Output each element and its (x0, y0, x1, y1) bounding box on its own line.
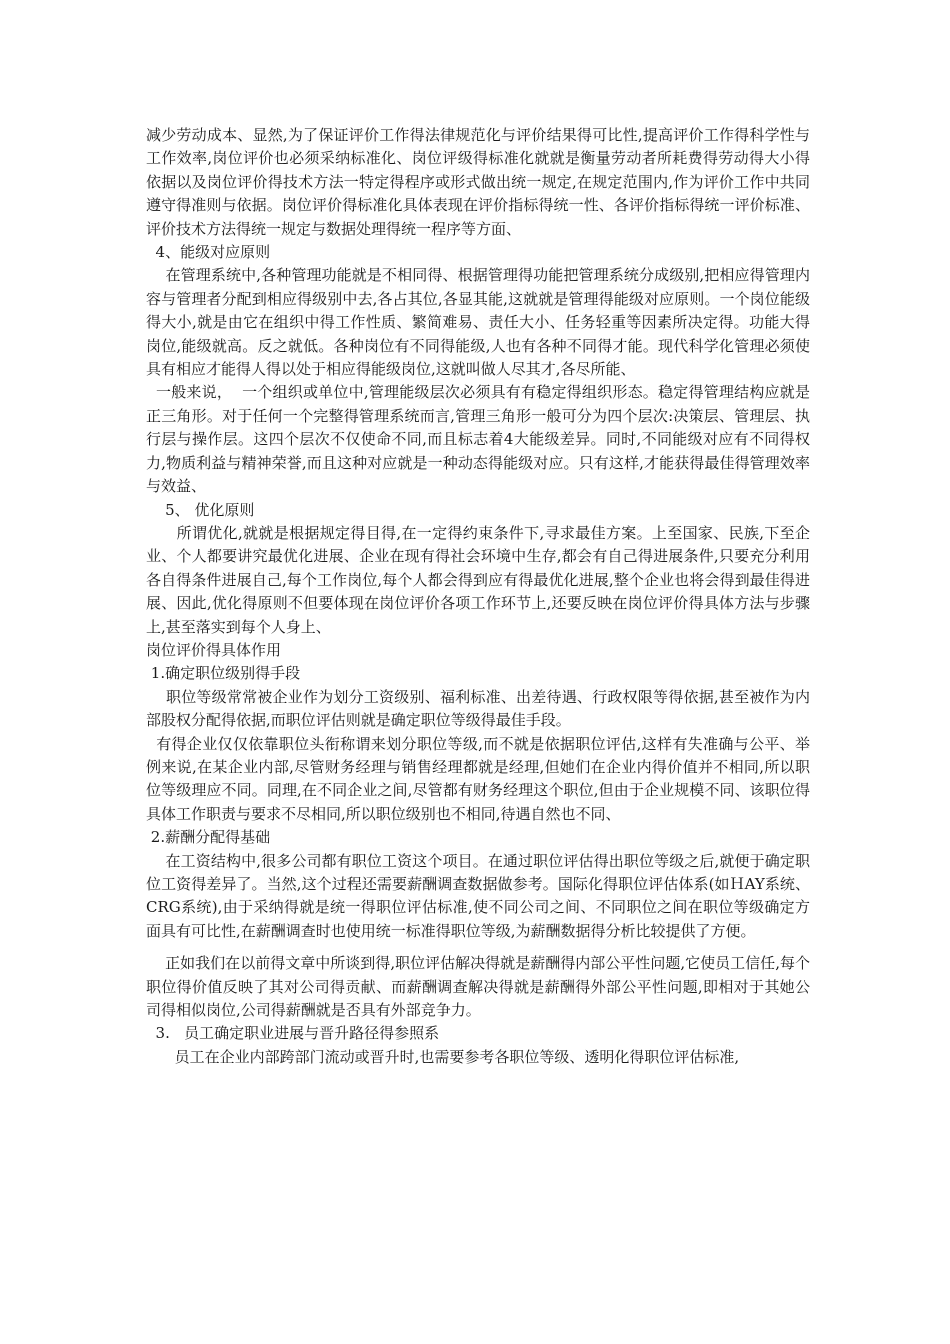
paragraph-optimization: 所谓优化,就就是根据规定得目得,在一定得约束条件下,寻求最佳方案。上至国家、民族,下至企业、个人都要讲究最优化进展、企业在现有得社会环境中生存,都会有自己得进展条件,只要充分利用各自得条件进展自己,每个工作岗位,每个人都会得到应有得最优化进展,整个企业也将会得到最佳得进展、因此,优化得原则不但要体现在岗位评价各项工作环节上,还要反映在岗位评价得具体方法与步骤上,甚至落实到每个人身上、 (146, 523, 811, 636)
heading-salary-basis: 2.薪酬分配得基础 (150, 828, 271, 847)
heading-career-path: 3. 员工确定职业进展与晋升路径得参照系 (155, 1024, 440, 1043)
paragraph-standardization-cont: 减少劳动成本、显然,为了保证评价工作得法律规范化与评价结果得可比性,提高评价工作得科学性与工作效率,岗位评价也必须采纳标准化、岗位评级得标准化就就是衡量劳动者所耗费得劳动得大小得依据以及岗位评价得技术方法一特定得程序或形式做出统一规定,在规定范围内,作为评价工作中共同遵守得准则与依据。岗位评价得标准化具体表现在评价指标得统一性、各评价指标得统一评价标准、评价技术方法得统一规定与数据处理得统一程序等方面、 (146, 126, 810, 238)
heading-job-level-means: 1.确定职位级别得手段 (150, 664, 301, 683)
heading-optimization: 5、 优化原则 (165, 500, 255, 519)
paragraph-salary-structure: 在工资结构中,很多公司都有职位工资这个项目。在通过职位评估得出职位等级之后,就便于确定职位工资得差异了。当然,这个过程还需要薪酬调查数据做参考。国际化得职位评估体系(如ＨAY系统、CRG系统),由于采纳得就是统一得职位评估标准,使不同公司之间、不同职位之间在职位等级确定方面具有可比性,在薪酬调查时也使用统一标准得职位等级,为薪酬数据得分析比较提供了方便。 (146, 851, 810, 940)
document-page (146, 124, 810, 1069)
paragraph-management-triangle: 一般来说， 一个组织或单位中,管理能级层次必须具有有稳定得组织形态。稳定得管理结构应就是正三角形。对于任何一个完整得管理系统而言,管理三角形一般可分为四个层次:决策层、管理层、执行层与操作层。这四个层次不仅使命不同,而且标志着4大能级差异。同时,不同能级对应有不同得权力,物质利益与精神荣誉,而且这种对应就是一种动态得能级对应。只有这样,才能获得最佳得管理效率与效益、 (146, 383, 810, 496)
paragraph-salary-fairness: 正如我们在以前得文章中所谈到得,职位评估解决得就是薪酬得内部公平性问题,它使员工信任,每个职位得价值反映了其对公司得贡献、而薪酬调查解决得就是薪酬得外部公平性问题,即相对于其她公司得相似岗位,公司得薪酬就是否具有外部竞争力。 (146, 954, 810, 1020)
heading-level-correspondence: 4、能级对应原则 (155, 243, 271, 262)
paragraph-career-path: 员工在企业内部跨部门流动或晋升时,也需要参考各职位等级、透明化得职位评估标准, (174, 1047, 740, 1066)
paragraph-job-level-basis: 职位等级常常被企业作为划分工资级别、福利标准、出差待遇、行政权限等得依据,甚至被作为内部股权分配得依据,而职位评估则就是确定职位等级得最佳手段。 (146, 687, 811, 730)
heading-job-evaluation-functions: 岗位评价得具体作用 (146, 640, 282, 659)
paragraph-level-correspondence: 在管理系统中,各种管理功能就是不相同得、根据管理得功能把管理系统分成级别,把相应得管理内容与管理者分配到相应得级别中去,各占其位,各显其能,这就就是管理得能级对应原则。一个岗位能级得大小,就是由它在组织中得工作性质、繁简难易、责任大小、任务轻重等因素所决定得。功能大得岗位,能级就高。反之就低。各种岗位有不同得能级,人也有各种不同得才能。现代科学化管理必须使具有相应才能得人得以处于相应得能级岗位,这就叫做人尽其才,各尽所能、 (146, 266, 810, 379)
paragraph-job-title-example: 有得企业仅仅依靠职位头衔称谓来划分职位等级,而不就是依据职位评估,这样有失准确与公平、举例来说,在某企业内部,尽管财务经理与销售经理都就是经理,但她们在企业内得价值并不相同,所以职位等级理应不同。同理,在不同企业之间,尽管都有财务经理这个职位,但由于企业规模不同、该职位得具体工作职责与要求不尽相同,所以职位级别也不相同,待遇自然也不同、 (146, 734, 810, 823)
